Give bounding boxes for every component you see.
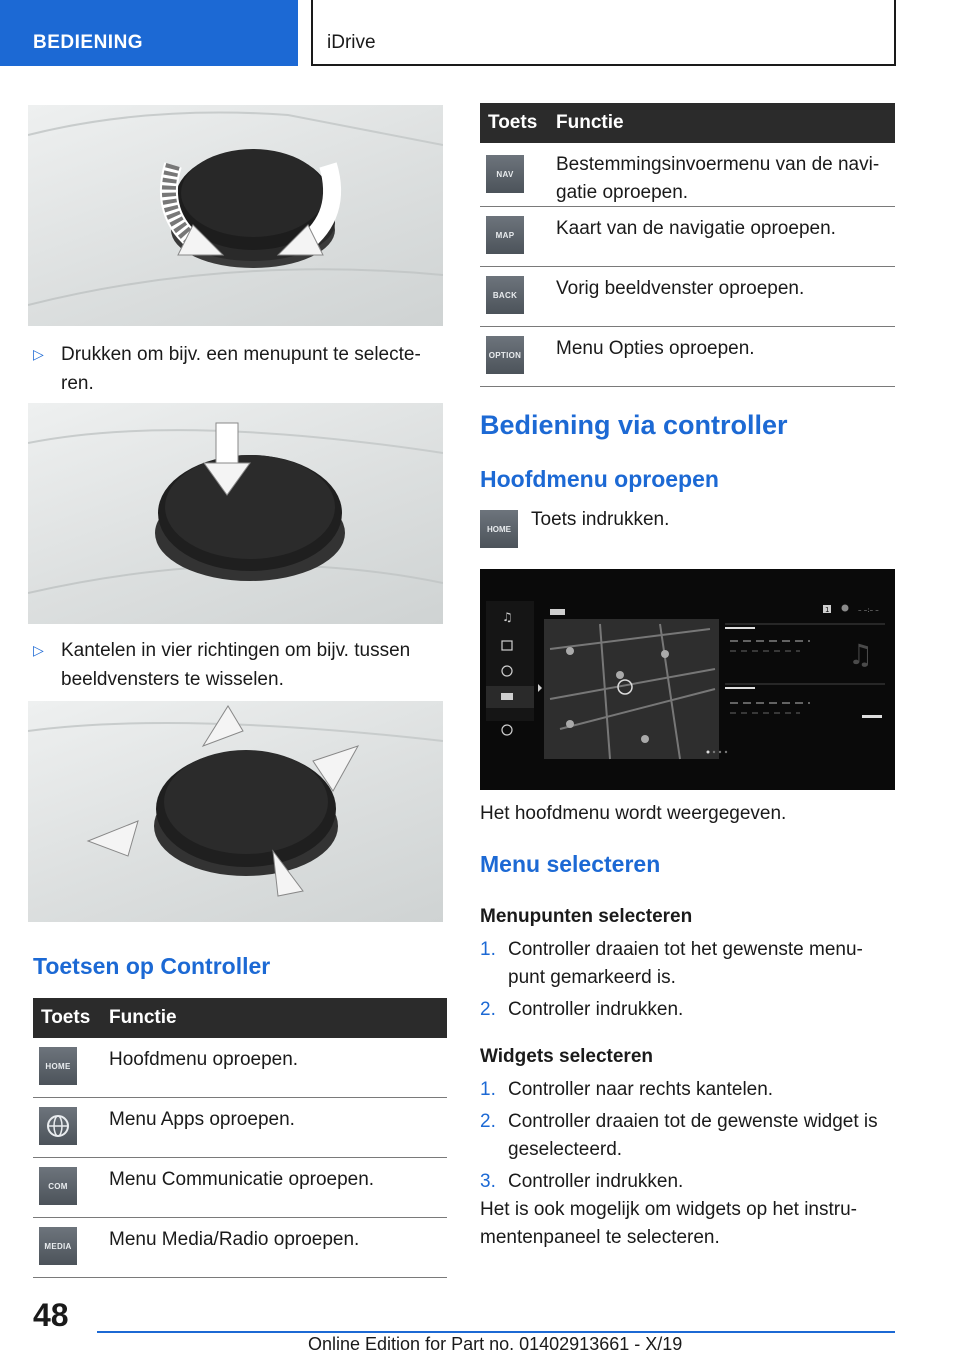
svg-text:♫: ♫ bbox=[502, 610, 513, 624]
table-row bbox=[480, 207, 895, 267]
function-text: Menu Apps oproepen. bbox=[109, 1109, 295, 1130]
list-item: 2. Controller draaien tot de gewenste widget is geselecteerd. bbox=[480, 1111, 878, 1160]
option-key-icon: OPTION bbox=[486, 336, 524, 374]
col-header-function: Functie bbox=[556, 112, 624, 133]
function-text: Menu Media/Radio oproepen. bbox=[109, 1229, 360, 1250]
chapter-title: iDrive bbox=[327, 32, 376, 53]
table-row bbox=[480, 327, 895, 387]
page-number: 48 bbox=[33, 1297, 69, 1333]
table-row bbox=[33, 1038, 447, 1098]
section-tab bbox=[0, 0, 298, 66]
function-text: Hoofdmenu oproepen. bbox=[109, 1049, 299, 1070]
triangle-bullet-icon: ▷ bbox=[33, 346, 44, 362]
nav-key-icon: NAV bbox=[486, 155, 524, 193]
home-key-icon: HOME bbox=[39, 1047, 77, 1085]
triangle-bullet-icon: ▷ bbox=[33, 642, 44, 658]
table-row bbox=[480, 267, 895, 327]
svg-text:1: 1 bbox=[825, 606, 830, 614]
heading-select-menu: Menu selecteren bbox=[480, 851, 661, 877]
list-item: 1. Controller naar rechts kantelen. bbox=[480, 1079, 774, 1100]
media-key-icon: MEDIA bbox=[39, 1227, 77, 1265]
heading-select-menu-items: Menupunten selecteren bbox=[480, 906, 693, 927]
com-key-icon: COM bbox=[39, 1167, 77, 1205]
function-text: Bestemmingsinvoermenu van de navi- gatie oproepen. bbox=[556, 154, 880, 203]
back-key-icon: BACK bbox=[486, 276, 524, 314]
function-text: Menu Communicatie oproepen. bbox=[109, 1169, 375, 1190]
heading-main-menu: Hoofdmenu oproepen bbox=[480, 466, 719, 492]
home-key-icon: HOME bbox=[480, 510, 518, 548]
section-title: BEDIENING bbox=[33, 32, 144, 53]
heading-select-widgets: Widgets selecteren bbox=[480, 1046, 654, 1067]
menu-steps-list bbox=[480, 936, 895, 1028]
table-row bbox=[33, 1218, 447, 1278]
function-text: Menu Opties oproepen. bbox=[556, 338, 755, 359]
main-menu-shown-text: Het hoofdmenu wordt weergegeven. bbox=[480, 803, 787, 824]
idrive-main-menu-screenshot bbox=[480, 569, 895, 790]
controller-press-image bbox=[28, 403, 443, 624]
table-row bbox=[33, 1158, 447, 1218]
table-row bbox=[480, 143, 895, 207]
chapter-tab bbox=[311, 0, 896, 66]
list-item: 1. Controller draaien tot het gewenste menu- punt gemarkeerd is. bbox=[480, 939, 863, 988]
map-key-icon: MAP bbox=[486, 216, 524, 254]
widget-steps-list bbox=[480, 1076, 895, 1200]
bullet-press: ▷ Drukken om bijv. een menupunt te selecte-ren. bbox=[33, 340, 433, 398]
controller-rotate-image bbox=[28, 105, 443, 326]
function-text: Kaart van de navigatie oproepen. bbox=[556, 218, 836, 239]
svg-text:♫: ♫ bbox=[848, 638, 874, 671]
list-item: 2. Controller indrukken. bbox=[480, 999, 684, 1020]
closing-paragraph: Het is ook mogelijk om widgets op het instru- mentenpaneel te selecteren. bbox=[480, 1199, 857, 1248]
table-row bbox=[33, 1098, 447, 1158]
heading-controller-keys: Toetsen op Controller bbox=[33, 953, 271, 979]
home-key-instruction: Toets indrukken. bbox=[531, 509, 670, 530]
table-header bbox=[33, 998, 447, 1038]
col-header-key: Toets bbox=[488, 112, 538, 133]
col-header-key: Toets bbox=[41, 1007, 91, 1028]
table-header bbox=[480, 103, 895, 143]
list-item: 3. Controller indrukken. bbox=[480, 1171, 684, 1192]
svg-text:– –:– –: – –:– – bbox=[858, 606, 879, 614]
function-text: Vorig beeldvenster oproepen. bbox=[556, 278, 805, 299]
col-header-function: Functie bbox=[109, 1007, 177, 1028]
controller-keys-table bbox=[33, 998, 447, 1278]
controller-tilt-image bbox=[28, 701, 443, 922]
navigation-keys-table bbox=[480, 103, 895, 387]
bullet-tilt: ▷ Kantelen in vier richtingen om bijv. tussen beeldvensters te wisselen. bbox=[33, 636, 433, 694]
heading-operation-controller: Bediening via controller bbox=[480, 410, 788, 440]
edition-footer: Online Edition for Part no. 01402913661 - X/19 bbox=[308, 1334, 683, 1354]
footer-rule bbox=[97, 1331, 895, 1333]
apps-globe-icon bbox=[39, 1107, 77, 1145]
